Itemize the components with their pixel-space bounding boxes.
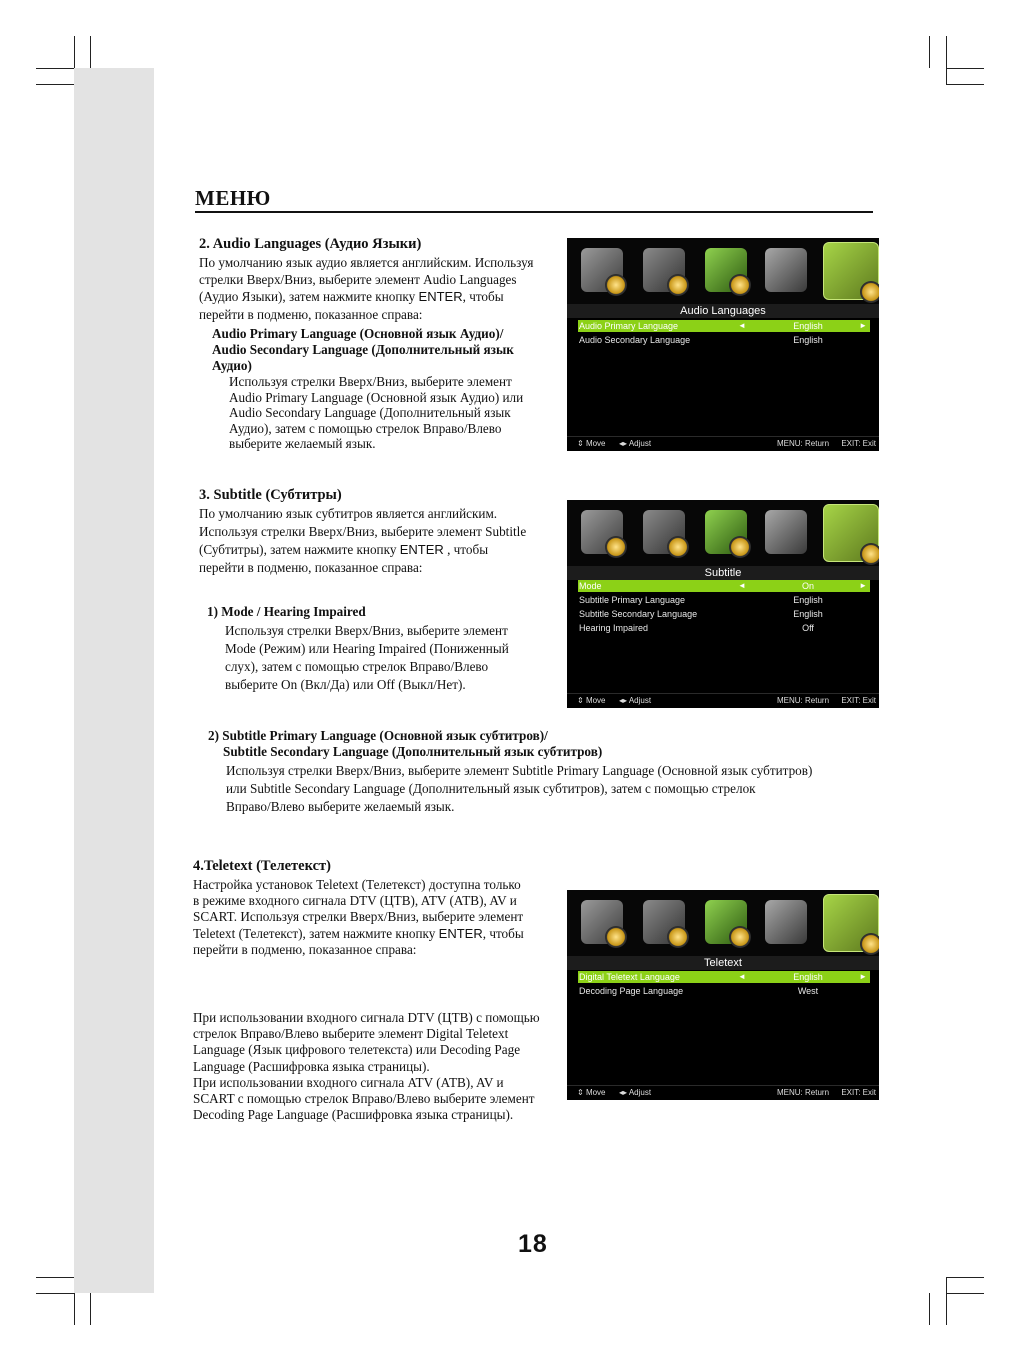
menu-row-mode[interactable]: Mode ◄ On ►	[578, 580, 870, 592]
lock-icon	[765, 510, 807, 554]
menu-icon-bar	[567, 238, 879, 304]
settings-gear-icon	[823, 894, 879, 952]
teletext-details-text: При использовании входного сигнала DTV (ЦТВ) с помощью стрелок Вправо/Влево выберите элемент Digital Teletext Language (Язык цифрового телетекста) или Decoding Page Language (Расшифровка языка страницы). При использовании входного сигнала ATV (АТВ), AV и SCART с помощью стрелок Вправо/Влево выберите элемент Decoding Page Language (Расшифровка языка страницы).	[193, 1010, 540, 1123]
audio-subtext: Используя стрелки Вверх/Вниз, выберите элемент Audio Primary Language (Основной язык Аудио) или Audio Secondary Language (Дополнительный язык Аудио), затем с помощью стрелок Вправо/Влево выберите желаемый язык.	[229, 374, 524, 452]
audio-subheading: Audio Primary Language (Основной язык Аудио)/ Audio Secondary Language (Дополнительный язык Аудио)	[212, 326, 514, 373]
arrow-right-icon: ►	[859, 972, 867, 981]
menu-footer: ⇕ Move ◂▸ Adjust MENU: Return EXIT: Exit	[567, 436, 879, 451]
sound-icon	[643, 510, 685, 554]
channel-icon	[705, 248, 747, 292]
picture-icon	[581, 248, 623, 292]
picture-icon	[581, 900, 623, 944]
settings-gear-icon	[823, 504, 879, 562]
menu-row-audio-secondary[interactable]: Audio Secondary Language English	[579, 335, 823, 345]
menu-footer: ⇕ Move ◂▸ Adjust MENU: Return EXIT: Exit	[567, 693, 879, 708]
menu-row-subtitle-primary[interactable]: Subtitle Primary Language English	[579, 595, 823, 605]
channel-icon	[705, 510, 747, 554]
channel-icon	[705, 900, 747, 944]
menu-row-audio-primary[interactable]: Audio Primary Language ◄ English ►	[578, 320, 870, 332]
title-divider	[195, 211, 873, 213]
sound-icon	[643, 248, 685, 292]
arrow-left-icon: ◄	[738, 581, 746, 590]
section-heading-audio-languages: 2. Audio Languages (Аудио Языки)	[199, 236, 422, 252]
tv-screen-teletext	[567, 890, 879, 1100]
menu-title: Subtitle	[704, 567, 742, 579]
section-heading-teletext: 4.Teletext (Телетекст)	[193, 858, 331, 874]
margin-strip	[74, 68, 154, 1293]
menu-title: Teletext	[704, 957, 742, 969]
arrow-left-icon: ◄	[738, 972, 746, 981]
lock-icon	[765, 900, 807, 944]
settings-gear-icon	[823, 242, 879, 300]
sound-icon	[643, 900, 685, 944]
menu-row-subtitle-secondary[interactable]: Subtitle Secondary Language English	[579, 609, 823, 619]
subtitle-language-heading: 2) Subtitle Primary Language (Основной язык субтитров)/ Subtitle Secondary Language (Дополнительный язык субтитров)	[208, 728, 603, 759]
section-text-teletext: Настройка установок Teletext (Телетекст) доступна только в режиме входного сигнала DTV (ЦТВ), ATV (АТВ), AV и SCART. Используя стрелки Вверх/Вниз, выберите элемент Teletext (Телетекст), затем нажмите кнопку ENTER, чтобы перейти в подменю, показанное справа:	[193, 877, 524, 957]
lock-icon	[765, 248, 807, 292]
page-number: 18	[518, 1230, 548, 1258]
section-text-subtitle: По умолчанию язык субтитров является английским. Используя стрелки Вверх/Вниз, выберите элемент Subtitle (Субтитры), затем нажмите кнопку ENTER , чтобы перейти в подменю, показанное справа:	[199, 506, 527, 575]
arrow-right-icon: ►	[859, 321, 867, 330]
section-text-audio-languages: По умолчанию язык аудио является английским. Используя стрелки Вверх/Вниз, выберите элемент Audio Languages (Аудио Языки), затем нажмите кнопку ENTER, чтобы перейти в подменю, показанное справа:	[199, 255, 534, 322]
subtitle-language-text: Используя стрелки Вверх/Вниз, выберите элемент Subtitle Primary Language (Основной язык субтитров) или Subtitle Secondary Language (Дополнительный язык субтитров), затем с помощью стрелок Вправо/Влево выберите желаемый язык.	[226, 763, 813, 814]
tv-screen-audio-languages	[567, 238, 879, 451]
arrow-right-icon: ►	[859, 581, 867, 590]
menu-icon-bar	[567, 500, 879, 566]
section-heading-subtitle: 3. Subtitle (Субтитры)	[199, 487, 342, 503]
menu-footer: ⇕ Move ◂▸ Adjust MENU: Return EXIT: Exit	[567, 1085, 879, 1100]
picture-icon	[581, 510, 623, 554]
menu-row-decoding-page[interactable]: Decoding Page Language West	[579, 986, 819, 996]
menu-row-hearing-impaired[interactable]: Hearing Impaired Off	[579, 623, 814, 633]
page-title: МЕНЮ	[195, 186, 271, 210]
tv-screen-subtitle	[567, 500, 879, 708]
subtitle-mode-text: Используя стрелки Вверх/Вниз, выберите элемент Mode (Режим) или Hearing Impaired (Пониженный слух), затем с помощью стрелок Вправо/Влево выберите On (Вкл/Да) или Off (Выкл/Нет).	[225, 623, 509, 692]
menu-row-digital-teletext[interactable]: Digital Teletext Language ◄ English ►	[578, 971, 870, 983]
menu-title: Audio Languages	[680, 305, 766, 317]
arrow-left-icon: ◄	[738, 321, 746, 330]
subtitle-mode-heading: 1) Mode / Hearing Impaired	[207, 604, 366, 619]
menu-icon-bar	[567, 890, 879, 956]
